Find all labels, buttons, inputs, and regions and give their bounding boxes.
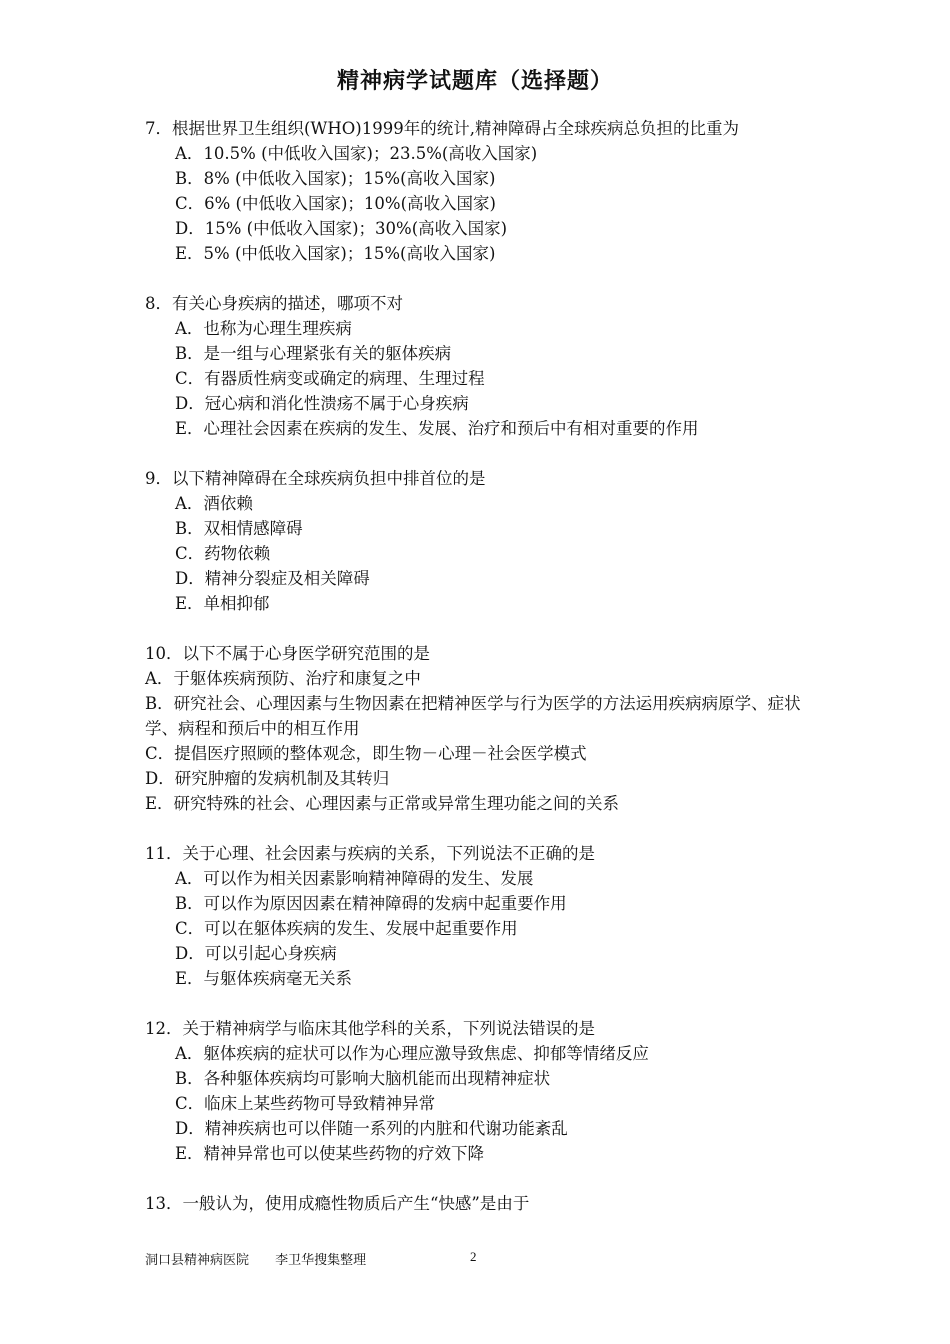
option-c: C．药物依赖: [175, 544, 271, 563]
option-b: B．双相情感障碍: [175, 519, 303, 538]
option-c: C．临床上某些药物可导致精神异常: [175, 1094, 436, 1113]
option-a: A．10.5% (中低收入国家)；23.5%(高收入国家): [175, 144, 538, 163]
option-a: A．可以作为相关因素影响精神障碍的发生、发展: [175, 869, 534, 888]
option-e: E．单相抑郁: [175, 594, 270, 613]
option-e: E．精神异常也可以使某些药物的疗效下降: [175, 1144, 485, 1163]
option-e: E．心理社会因素在疾病的发生、发展、治疗和预后中有相对重要的作用: [175, 419, 699, 438]
footer-organization: 洞口县精神病医院: [145, 1253, 250, 1268]
page-number: 2: [470, 1249, 477, 1264]
page-title: 精神病学试题库（选择题）: [336, 69, 613, 94]
footer-author: 李卫华搜集整理: [275, 1253, 367, 1268]
question-stem: 10．以下不属于心身医学研究范围的是: [145, 644, 430, 663]
question-9: [145, 466, 825, 616]
option-c: C．可以在躯体疾病的发生、发展中起重要作用: [175, 919, 518, 938]
question-stem: 12．关于精神病学与临床其他学科的关系，下列说法错误的是: [145, 1019, 595, 1038]
option-b: B．各种躯体疾病均可影响大脑机能而出现精神症状: [175, 1069, 551, 1088]
option-a: A．躯体疾病的症状可以作为心理应激导致焦虑、抑郁等情绪反应: [175, 1044, 649, 1063]
question-8: [145, 291, 825, 441]
page-footer: [145, 1249, 366, 1268]
question-stem: 9．以下精神障碍在全球疾病负担中排首位的是: [145, 469, 486, 488]
option-d: D．精神疾病也可以伴随一系列的内脏和代谢功能紊乱: [175, 1119, 568, 1138]
option-b: B．研究社会、心理因素与生物因素在把精神医学与行为医学的方法运用疾病病原学、症状学、病程和预后中的相互作用: [145, 694, 801, 738]
option-a: A．酒依赖: [175, 494, 253, 513]
question-13: [145, 1191, 825, 1216]
question-10: [145, 641, 825, 816]
option-a: A．也称为心理生理疾病: [175, 319, 352, 338]
option-e: E．与躯体疾病毫无关系: [175, 969, 353, 988]
question-stem: 11．关于心理、社会因素与疾病的关系，下列说法不正确的是: [145, 844, 595, 863]
question-12: [145, 1016, 825, 1166]
question-list: [145, 116, 825, 1241]
option-a: A．于躯体疾病预防、治疗和康复之中: [145, 669, 421, 688]
question-stem: 7．根据世界卫生组织(WHO)1999年的统计,精神障碍占全球疾病总负担的比重为: [145, 119, 739, 138]
option-d: D．研究肿瘤的发病机制及其转归: [145, 769, 390, 788]
option-e: E．5% (中低收入国家)；15%(高收入国家): [175, 244, 496, 263]
question-stem: 13．一般认为，使用成瘾性物质后产生“快感”是由于: [145, 1194, 530, 1213]
question-stem: 8．有关心身疾病的描述，哪项不对: [145, 294, 403, 313]
option-d: D．精神分裂症及相关障碍: [175, 569, 370, 588]
option-b: B．8% (中低收入国家)；15%(高收入国家): [175, 169, 496, 188]
option-c: C．提倡医疗照顾的整体观念，即生物－心理－社会医学模式: [145, 744, 587, 763]
question-7: [145, 116, 825, 266]
option-d: D．可以引起心身疾病: [175, 944, 337, 963]
option-c: C．6% (中低收入国家)；10%(高收入国家): [175, 194, 496, 213]
option-e: E．研究特殊的社会、心理因素与正常或异常生理功能之间的关系: [145, 794, 620, 813]
option-b: B．是一组与心理紧张有关的躯体疾病: [175, 344, 452, 363]
option-d: D．15% (中低收入国家)；30%(高收入国家): [175, 219, 508, 238]
option-d: D．冠心病和消化性溃疡不属于心身疾病: [175, 394, 469, 413]
question-11: [145, 841, 825, 991]
option-b: B．可以作为原因因素在精神障碍的发病中起重要作用: [175, 894, 567, 913]
option-c: C．有器质性病变或确定的病理、生理过程: [175, 369, 485, 388]
